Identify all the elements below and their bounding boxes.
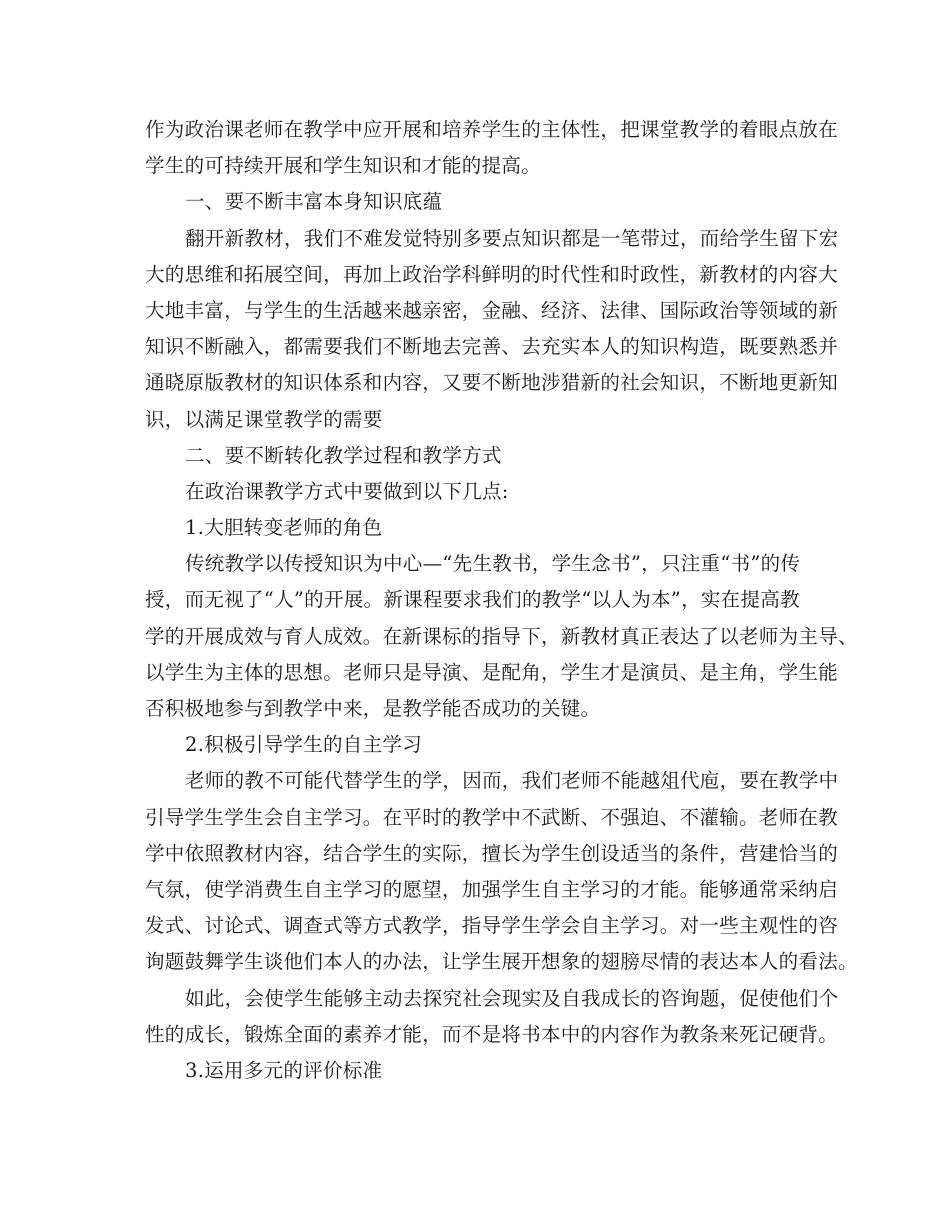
text-line: 学生的可持续开展和学生知识和才能的提高。 xyxy=(145,154,542,178)
text-line: 学中依照教材内容，结合学生的实际，擅长为学生创设适当的条件，营建恰当的 xyxy=(145,841,839,865)
text-line: 作为政治课老师在教学中应开展和培养学生的主体性，把课堂教学的着眼点放在 xyxy=(145,118,839,141)
text-line: 在政治课教学方式中要做到以下几点: xyxy=(185,479,509,503)
text-line: 性的成长，锻炼全面的素养才能，而不是将书本中的内容作为教条来死记硬背。 xyxy=(145,1022,839,1046)
text-line: 引导学生学生会自主学习。在平时的教学中不武断、不强迫、不灌输。老师在教 xyxy=(145,805,839,829)
text-line: 发式、讨论式、调查式等方式教学，指导学生学会自主学习。对一些主观性的咨 xyxy=(145,914,839,938)
text-line: 1.大胆转变老师的角色 xyxy=(185,516,383,540)
text-line: 识，以满足课堂教学的需要 xyxy=(145,407,383,431)
text-line: 询题鼓舞学生谈他们本人的办法，让学生展开想象的翅膀尽情的表达本人的看法。 xyxy=(145,950,858,974)
text-line: 3.运用多元的评价标准 xyxy=(185,1058,383,1082)
text-line: 以学生为主体的思想。老师只是导演、是配角，学生才是演员、是主角，学生能 xyxy=(145,660,839,684)
text-line: 大地丰富，与学生的生活越来越亲密，金融、经济、法律、国际政治等领域的新 xyxy=(145,298,839,322)
text-line: 大的思维和拓展空间，再加上政治学科鲜明的时代性和时政性，新教材的内容大 xyxy=(145,262,839,286)
text-line: 知识不断融入，都需要我们不断地去完善、去充实本人的知识构造，既要熟悉并 xyxy=(145,335,839,359)
text-line: 如此，会使学生能够主动去探究社会现实及自我成长的咨询题，促使他们个 xyxy=(185,986,839,1010)
text-line: 老师的教不可能代替学生的学，因而，我们老师不能越俎代庖，要在教学中 xyxy=(185,769,839,793)
text-line: 传统教学以传授知识为中心—“先生教书，学生念书”，只注重“书”的传 xyxy=(185,552,801,576)
text-line: 通晓原版教材的知识体系和内容，又要不断地涉猎新的社会知识，不断地更新知 xyxy=(145,371,839,395)
text-line: 翻开新教材，我们不难发觉特别多要点知识都是一笔带过，而给学生留下宏 xyxy=(185,226,839,250)
text-line: 气氛，使学消费生自主学习的愿望，加强学生自主学习的才能。能够通常采纳启 xyxy=(145,877,839,901)
text-line: 一、要不断丰富本身知识底蕴 xyxy=(185,190,443,214)
text-line: 2.积极引导学生的自主学习 xyxy=(185,733,423,757)
document-body xyxy=(145,112,858,1089)
text-line: 授，而无视了“人”的开展。新课程要求我们的教学“以人为本”，实在提高教 xyxy=(145,588,800,612)
text-line: 否积极地参与到教学中来，是教学能否成功的关键。 xyxy=(145,697,601,720)
text-line: 学的开展成效与育人成效。在新课标的指导下，新教材真正表达了以老师为主导、 xyxy=(145,624,858,648)
text-line: 二、要不断转化教学过程和教学方式 xyxy=(185,443,502,467)
